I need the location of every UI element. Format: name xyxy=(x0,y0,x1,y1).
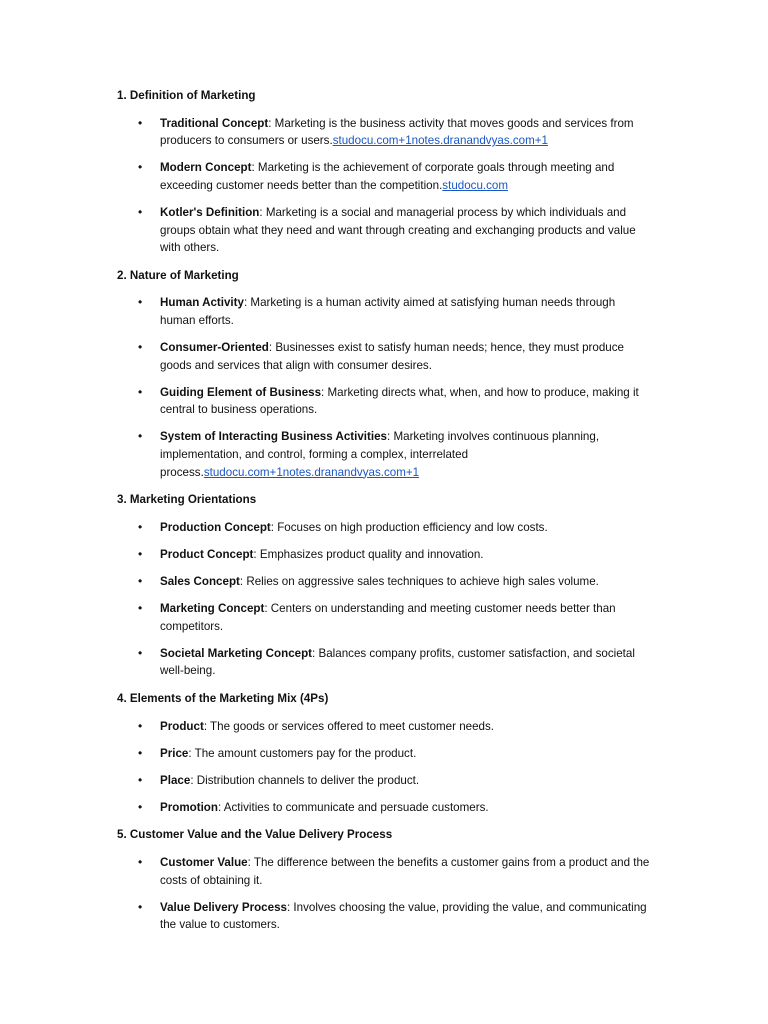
list-item xyxy=(117,799,652,817)
list-item xyxy=(117,772,652,790)
definition-text: : Marketing is the business activity that moves goods and services from producers to consumers or users. xyxy=(160,116,634,148)
bullet-icon: • xyxy=(138,855,143,869)
definition-text: : The amount customers pay for the product. xyxy=(188,746,417,760)
document-content xyxy=(117,87,652,944)
list-item xyxy=(117,573,652,591)
definition-text: : The goods or services offered to meet customer needs. xyxy=(203,719,495,733)
term: Production Concept xyxy=(160,520,271,534)
list-item xyxy=(117,854,652,889)
list-item xyxy=(117,339,652,374)
section-definition-of-marketing xyxy=(117,87,652,257)
list-item xyxy=(117,600,652,635)
definition-text: : Marketing is a human activity aimed at satisfying human needs through human efforts. xyxy=(160,296,616,327)
section-heading: 2. Nature of Marketing xyxy=(117,268,239,282)
list-item xyxy=(117,645,652,680)
definition-text: : Marketing is the achievement of corporate goals through meeting and exceeding customer needs better than the competition. xyxy=(160,161,615,192)
bullet-icon: • xyxy=(138,601,143,616)
source-link[interactable]: studocu.com+1notes.dranandvyas.com+1 xyxy=(332,134,548,148)
term: Marketing Concept xyxy=(160,602,265,616)
list-item xyxy=(117,159,652,194)
bullet-icon: • xyxy=(138,160,143,175)
definition-text: : Activities to communicate and persuade customers. xyxy=(217,800,489,814)
definition-text: : Marketing is a social and managerial process by which individuals and groups obtain what they need and want through creating and exchanging products and value with others. xyxy=(160,205,636,255)
definition-text: : Centers on understanding and meeting customer needs better than competitors. xyxy=(160,602,616,633)
definition-text: : Businesses exist to satisfy human needs; hence, they must produce goods and services that align with consumer desires. xyxy=(160,341,624,372)
bullet-list xyxy=(117,854,652,934)
term: Sales Concept xyxy=(160,574,240,588)
term: Kotler's Definition xyxy=(160,205,260,219)
term: Customer Value xyxy=(160,856,248,869)
bullet-icon: • xyxy=(138,799,143,814)
definition-text: : Involves choosing the value, providing the value, and communicating the value to customers. xyxy=(160,900,647,932)
bullet-list xyxy=(117,519,652,680)
definition-text: : Balances company profits, customer satisfaction, and societal well-being. xyxy=(160,646,635,678)
section-marketing-mix xyxy=(117,690,652,816)
source-link[interactable]: studocu.com+1notes.dranandvyas.com+1 xyxy=(203,465,420,479)
list-item xyxy=(117,294,652,329)
source-link[interactable]: studocu.com xyxy=(442,178,509,192)
bullet-icon: • xyxy=(138,340,143,355)
definition-text: : The difference between the benefits a customer gains from a product and the costs of obtaining it. xyxy=(160,856,650,887)
term: Promotion xyxy=(160,800,218,814)
bullet-icon: • xyxy=(138,519,143,534)
list-item xyxy=(117,384,652,419)
term: Value Delivery Process xyxy=(160,900,287,914)
term: Consumer-Oriented xyxy=(160,341,269,355)
section-nature-of-marketing xyxy=(117,267,652,481)
bullet-icon: • xyxy=(138,745,143,760)
bullet-icon: • xyxy=(138,772,143,787)
term: Guiding Element of Business xyxy=(160,385,322,399)
term: Human Activity xyxy=(160,296,244,310)
list-item xyxy=(117,718,652,736)
section-heading: 1. Definition of Marketing xyxy=(117,89,256,102)
list-item xyxy=(117,546,652,564)
list-item xyxy=(117,745,652,763)
definition-text: : Marketing directs what, when, and how to produce, making it central to business operations. xyxy=(160,385,639,417)
list-item xyxy=(117,519,652,537)
bullet-icon: • xyxy=(138,546,143,561)
section-heading: 4. Elements of the Marketing Mix (4Ps) xyxy=(117,691,329,705)
bullet-icon: • xyxy=(138,429,143,444)
term: System of Interacting Business Activities xyxy=(160,430,388,444)
term: Place xyxy=(160,773,191,787)
bullet-icon: • xyxy=(138,295,143,310)
term: Societal Marketing Concept xyxy=(160,646,313,660)
term: Traditional Concept xyxy=(160,116,269,130)
bullet-list xyxy=(117,294,652,481)
term: Product Concept xyxy=(160,547,254,561)
bullet-list xyxy=(117,115,652,257)
section-customer-value xyxy=(117,826,652,933)
definition-text: : Emphasizes product quality and innovation. xyxy=(253,547,484,561)
bullet-icon: • xyxy=(138,645,143,660)
definition-text: : Marketing involves continuous planning, implementation, and control, forming a complex, interrelated process. xyxy=(160,430,600,479)
bullet-icon: • xyxy=(138,899,143,914)
bullet-icon: • xyxy=(138,204,143,219)
bullet-icon: • xyxy=(138,384,143,399)
list-item xyxy=(117,899,652,934)
bullet-icon: • xyxy=(138,718,143,733)
bullet-list xyxy=(117,718,652,817)
list-item xyxy=(117,204,652,257)
bullet-icon: • xyxy=(138,573,143,588)
list-item xyxy=(117,428,652,481)
bullet-icon: • xyxy=(138,115,143,130)
section-marketing-orientations xyxy=(117,491,652,680)
section-heading: 5. Customer Value and the Value Delivery Process xyxy=(117,828,393,842)
definition-text: : Relies on aggressive sales techniques to achieve high sales volume. xyxy=(239,574,599,588)
term: Product xyxy=(160,719,204,733)
definition-text: : Distribution channels to deliver the product. xyxy=(190,773,420,787)
list-item xyxy=(117,115,652,150)
definition-text: : Focuses on high production efficiency and low costs. xyxy=(270,520,548,534)
term: Modern Concept xyxy=(160,161,252,175)
term: Price xyxy=(160,746,189,760)
section-heading: 3. Marketing Orientations xyxy=(117,493,257,507)
